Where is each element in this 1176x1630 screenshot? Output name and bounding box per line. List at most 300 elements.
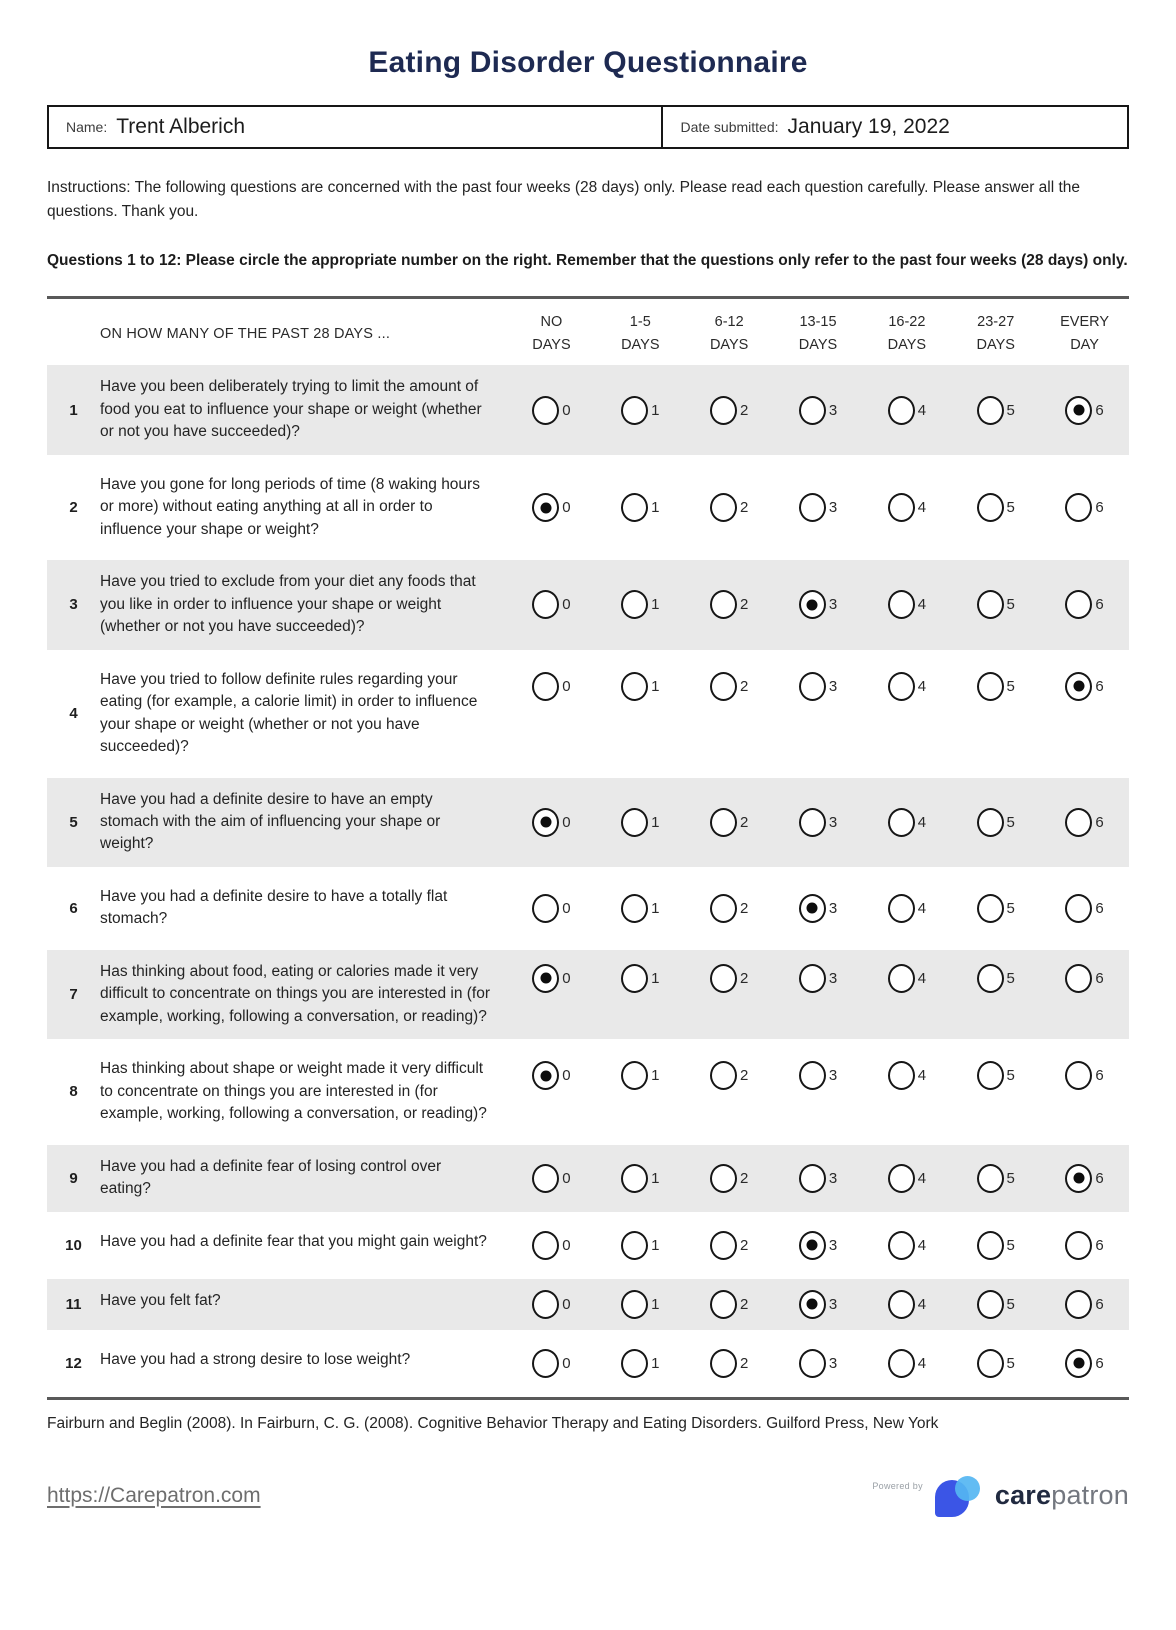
radio-selected-icon[interactable] bbox=[799, 1290, 826, 1319]
date-submitted-field[interactable] bbox=[663, 107, 1127, 147]
option-value-label: 2 bbox=[739, 677, 749, 695]
radio-icon[interactable] bbox=[888, 493, 915, 522]
radio-option-q9-1[interactable] bbox=[596, 1164, 685, 1193]
option-value-label: 0 bbox=[562, 499, 571, 517]
question-text: Have you had a strong desire to lose weight? bbox=[100, 1350, 411, 1368]
answer-options bbox=[507, 789, 1129, 856]
brand-wordmark bbox=[995, 1480, 1129, 1511]
option-value-label: 5 bbox=[1006, 1236, 1015, 1254]
radio-icon[interactable] bbox=[532, 1349, 559, 1378]
radio-icon[interactable] bbox=[799, 1061, 826, 1090]
option-value-label: 4 bbox=[917, 596, 927, 614]
option-value-label: 5 bbox=[1006, 1067, 1015, 1085]
footer-bar bbox=[47, 1473, 1129, 1519]
radio-icon[interactable] bbox=[977, 590, 1004, 619]
brand-care-text: care bbox=[994, 1480, 1052, 1511]
radio-icon[interactable] bbox=[888, 1231, 915, 1260]
radio-icon[interactable] bbox=[799, 493, 826, 522]
radio-icon[interactable] bbox=[977, 894, 1004, 923]
option-value-label: 2 bbox=[739, 1236, 749, 1254]
radio-icon[interactable] bbox=[621, 1061, 648, 1090]
radio-option-q10-4[interactable] bbox=[862, 1231, 951, 1260]
radio-icon[interactable] bbox=[621, 808, 648, 837]
table-row-header: ON HOW MANY OF THE PAST 28 DAYS ... bbox=[100, 326, 391, 343]
question-text: Has thinking about shape or weight made it very difficult to concentrate on things you are interested in (for example, working, following a conversation, or reading)? bbox=[100, 1060, 487, 1123]
radio-icon[interactable] bbox=[710, 1290, 737, 1319]
question-number: 8 bbox=[69, 1083, 78, 1101]
option-value-label: 1 bbox=[651, 677, 660, 695]
option-value-label: 3 bbox=[828, 899, 838, 917]
radio-icon[interactable] bbox=[888, 808, 915, 837]
radio-option-q12-0[interactable] bbox=[507, 1349, 596, 1378]
option-value-label: 2 bbox=[739, 1169, 749, 1187]
option-value-label: 1 bbox=[651, 596, 660, 614]
radio-selected-icon[interactable] bbox=[799, 1231, 826, 1260]
radio-option-q8-6[interactable] bbox=[1040, 1061, 1129, 1090]
questions-table bbox=[47, 296, 1129, 1400]
option-value-label: 0 bbox=[562, 1067, 571, 1085]
radio-option-q9-3[interactable] bbox=[774, 1164, 863, 1193]
radio-icon[interactable] bbox=[977, 1231, 1004, 1260]
radio-option-q7-2[interactable] bbox=[685, 964, 774, 993]
radio-icon[interactable] bbox=[799, 808, 826, 837]
question-row-3 bbox=[47, 560, 1129, 649]
patient-info-box bbox=[47, 105, 1129, 149]
radio-icon[interactable] bbox=[888, 396, 915, 425]
carepatron-link[interactable]: https://Carepatron.com bbox=[47, 1483, 261, 1507]
question-number: 1 bbox=[69, 401, 78, 419]
option-value-label: 1 bbox=[651, 1169, 660, 1187]
radio-option-q3-0[interactable] bbox=[507, 590, 596, 619]
radio-option-q4-6[interactable] bbox=[1040, 672, 1129, 701]
option-value-label: 4 bbox=[917, 1236, 927, 1254]
radio-icon[interactable] bbox=[977, 1164, 1004, 1193]
radio-icon[interactable] bbox=[799, 1164, 826, 1193]
radio-icon[interactable] bbox=[532, 1231, 559, 1260]
radio-option-q7-5[interactable] bbox=[951, 964, 1040, 993]
question-row-2 bbox=[47, 455, 1129, 560]
radio-option-q12-6[interactable] bbox=[1040, 1349, 1129, 1378]
brand-block bbox=[872, 1473, 1129, 1519]
radio-option-q4-4[interactable] bbox=[862, 672, 951, 701]
radio-icon[interactable] bbox=[532, 1164, 559, 1193]
radio-option-q12-1[interactable] bbox=[596, 1349, 685, 1378]
radio-option-q5-5[interactable] bbox=[951, 808, 1040, 837]
radio-option-q10-0[interactable] bbox=[507, 1231, 596, 1260]
radio-option-q1-5[interactable] bbox=[951, 396, 1040, 425]
column-header-4: 16-22 DAYS bbox=[887, 314, 927, 354]
radio-icon[interactable] bbox=[1065, 1061, 1092, 1090]
answer-options bbox=[507, 1058, 1129, 1125]
answer-options bbox=[507, 1231, 1129, 1260]
option-value-label: 0 bbox=[562, 899, 571, 917]
radio-option-q2-6[interactable] bbox=[1040, 493, 1129, 522]
radio-selected-icon[interactable] bbox=[1065, 396, 1092, 425]
answer-options bbox=[507, 376, 1129, 443]
radio-option-q7-1[interactable] bbox=[596, 964, 685, 993]
option-value-label: 6 bbox=[1095, 1295, 1104, 1313]
radio-selected-icon[interactable] bbox=[1065, 672, 1092, 701]
option-value-label: 5 bbox=[1006, 596, 1015, 614]
option-value-label: 4 bbox=[917, 499, 927, 517]
option-value-label: 6 bbox=[1095, 1236, 1104, 1254]
radio-option-q2-0[interactable] bbox=[507, 493, 596, 522]
radio-option-q8-5[interactable] bbox=[951, 1061, 1040, 1090]
radio-selected-icon[interactable] bbox=[532, 493, 559, 522]
radio-icon[interactable] bbox=[1065, 964, 1092, 993]
radio-option-q10-3[interactable] bbox=[774, 1231, 863, 1260]
column-headers bbox=[507, 311, 1129, 357]
option-value-label: 5 bbox=[1006, 499, 1015, 517]
radio-option-q3-4[interactable] bbox=[862, 590, 951, 619]
radio-icon[interactable] bbox=[977, 1290, 1004, 1319]
name-field[interactable] bbox=[49, 107, 663, 147]
radio-icon[interactable] bbox=[710, 493, 737, 522]
radio-icon[interactable] bbox=[710, 672, 737, 701]
radio-option-q4-3[interactable] bbox=[774, 672, 863, 701]
radio-icon[interactable] bbox=[977, 808, 1004, 837]
option-value-label: 5 bbox=[1006, 899, 1015, 917]
radio-option-q10-2[interactable] bbox=[685, 1231, 774, 1260]
radio-icon[interactable] bbox=[710, 1231, 737, 1260]
radio-icon[interactable] bbox=[532, 894, 559, 923]
question-row-10 bbox=[47, 1212, 1129, 1279]
radio-icon[interactable] bbox=[888, 1164, 915, 1193]
column-header-3: 13-15 DAYS bbox=[798, 314, 838, 354]
radio-option-q9-2[interactable] bbox=[685, 1164, 774, 1193]
radio-option-q9-0[interactable] bbox=[507, 1164, 596, 1193]
radio-option-q8-4[interactable] bbox=[862, 1061, 951, 1090]
radio-option-q4-1[interactable] bbox=[596, 672, 685, 701]
radio-selected-icon[interactable] bbox=[1065, 1164, 1092, 1193]
radio-icon[interactable] bbox=[621, 894, 648, 923]
radio-option-q1-3[interactable] bbox=[774, 396, 863, 425]
option-value-label: 1 bbox=[651, 401, 660, 419]
question-row-5 bbox=[47, 778, 1129, 867]
radio-icon[interactable] bbox=[710, 1349, 737, 1378]
radio-icon[interactable] bbox=[621, 493, 648, 522]
answer-options bbox=[507, 961, 1129, 1028]
radio-icon[interactable] bbox=[1065, 590, 1092, 619]
radio-option-q9-6[interactable] bbox=[1040, 1164, 1129, 1193]
answer-options bbox=[507, 571, 1129, 638]
radio-icon[interactable] bbox=[799, 1349, 826, 1378]
radio-icon[interactable] bbox=[799, 964, 826, 993]
radio-option-q11-6[interactable] bbox=[1040, 1290, 1129, 1319]
answer-options bbox=[507, 1156, 1129, 1201]
radio-icon[interactable] bbox=[621, 1290, 648, 1319]
name-label: Name: bbox=[66, 119, 108, 135]
option-value-label: 5 bbox=[1006, 677, 1015, 695]
radio-option-q10-1[interactable] bbox=[596, 1231, 685, 1260]
radio-option-q2-3[interactable] bbox=[774, 493, 863, 522]
option-value-label: 1 bbox=[651, 899, 660, 917]
option-value-label: 0 bbox=[562, 1236, 571, 1254]
table-header-row bbox=[47, 299, 1129, 365]
option-value-label: 1 bbox=[651, 1354, 660, 1372]
radio-icon[interactable] bbox=[621, 1349, 648, 1378]
radio-option-q6-6[interactable] bbox=[1040, 894, 1129, 923]
radio-icon[interactable] bbox=[710, 396, 737, 425]
radio-option-q6-5[interactable] bbox=[951, 894, 1040, 923]
option-value-label: 3 bbox=[828, 813, 838, 831]
option-value-label: 4 bbox=[917, 1295, 927, 1313]
radio-option-q4-5[interactable] bbox=[951, 672, 1040, 701]
radio-icon[interactable] bbox=[1065, 1290, 1092, 1319]
question-number: 10 bbox=[65, 1236, 82, 1254]
option-value-label: 0 bbox=[562, 596, 571, 614]
radio-option-q11-4[interactable] bbox=[862, 1290, 951, 1319]
radio-option-q2-2[interactable] bbox=[685, 493, 774, 522]
question-text: Have you gone for long periods of time (8 waking hours or more) without eating anything at all in order to influence your shape or weight? bbox=[100, 475, 480, 538]
radio-option-q5-1[interactable] bbox=[596, 808, 685, 837]
question-row-12 bbox=[47, 1330, 1129, 1397]
radio-selected-icon[interactable] bbox=[532, 1061, 559, 1090]
radio-icon[interactable] bbox=[1065, 1231, 1092, 1260]
question-row-4 bbox=[47, 650, 1129, 778]
question-rows bbox=[47, 365, 1129, 1396]
radio-icon[interactable] bbox=[621, 672, 648, 701]
instructions-text: Instructions: The following questions are concerned with the past four weeks (28 days) only. Please read each question carefully. Please answer all the questions. Thank you. bbox=[47, 179, 1081, 221]
radio-option-q8-3[interactable] bbox=[774, 1061, 863, 1090]
radio-icon[interactable] bbox=[977, 1061, 1004, 1090]
option-value-label: 1 bbox=[651, 1067, 660, 1085]
carepatron-logo-icon bbox=[935, 1473, 983, 1519]
radio-icon[interactable] bbox=[532, 672, 559, 701]
option-value-label: 0 bbox=[562, 969, 571, 987]
question-number: 11 bbox=[65, 1295, 82, 1313]
radio-icon[interactable] bbox=[888, 1349, 915, 1378]
column-header-5: 23-27 DAYS bbox=[976, 314, 1015, 354]
option-value-label: 4 bbox=[917, 677, 927, 695]
radio-option-q8-0[interactable] bbox=[507, 1061, 596, 1090]
radio-option-q1-0[interactable] bbox=[507, 396, 596, 425]
option-value-label: 0 bbox=[562, 401, 571, 419]
question-row-11 bbox=[47, 1279, 1129, 1330]
radio-icon[interactable] bbox=[977, 672, 1004, 701]
radio-option-q6-0[interactable] bbox=[507, 894, 596, 923]
radio-icon[interactable] bbox=[888, 590, 915, 619]
option-value-label: 6 bbox=[1095, 899, 1104, 917]
radio-selected-icon[interactable] bbox=[532, 964, 559, 993]
radio-icon[interactable] bbox=[621, 964, 648, 993]
option-value-label: 5 bbox=[1006, 401, 1015, 419]
option-value-label: 2 bbox=[739, 596, 749, 614]
option-value-label: 1 bbox=[651, 499, 660, 517]
option-value-label: 6 bbox=[1095, 499, 1104, 517]
option-value-label: 4 bbox=[917, 1354, 927, 1372]
radio-option-q2-1[interactable] bbox=[596, 493, 685, 522]
question-row-8 bbox=[47, 1039, 1129, 1144]
option-value-label: 0 bbox=[562, 1295, 571, 1313]
option-value-label: 2 bbox=[739, 401, 749, 419]
radio-option-q1-6[interactable] bbox=[1040, 396, 1129, 425]
radio-icon[interactable] bbox=[977, 396, 1004, 425]
radio-icon[interactable] bbox=[1065, 808, 1092, 837]
radio-option-q3-3[interactable] bbox=[774, 590, 863, 619]
radio-option-q6-3[interactable] bbox=[774, 894, 863, 923]
question-number: 7 bbox=[69, 986, 78, 1004]
radio-option-q6-1[interactable] bbox=[596, 894, 685, 923]
option-value-label: 0 bbox=[562, 1354, 571, 1372]
question-text: Have you had a definite fear of losing control over eating? bbox=[100, 1157, 442, 1198]
radio-icon[interactable] bbox=[888, 1290, 915, 1319]
radio-icon[interactable] bbox=[710, 590, 737, 619]
option-value-label: 1 bbox=[651, 813, 660, 831]
option-value-label: 2 bbox=[739, 499, 749, 517]
radio-option-q5-0[interactable] bbox=[507, 808, 596, 837]
radio-selected-icon[interactable] bbox=[532, 808, 559, 837]
option-value-label: 5 bbox=[1006, 1295, 1015, 1313]
option-value-label: 1 bbox=[651, 969, 660, 987]
question-text: Have you tried to follow definite rules regarding your eating (for example, a calorie limit) in order to influence your shape or weight (whether or not you have succeeded)? bbox=[100, 670, 478, 756]
radio-icon[interactable] bbox=[532, 1290, 559, 1319]
radio-option-q6-4[interactable] bbox=[862, 894, 951, 923]
radio-option-q11-0[interactable] bbox=[507, 1290, 596, 1319]
page-title: Eating Disorder Questionnaire bbox=[368, 46, 808, 79]
radio-option-q5-2[interactable] bbox=[685, 808, 774, 837]
radio-icon[interactable] bbox=[888, 894, 915, 923]
question-number: 6 bbox=[69, 899, 78, 917]
powered-by-label: Powered by bbox=[872, 1480, 923, 1491]
option-value-label: 3 bbox=[828, 1236, 838, 1254]
radio-option-q12-4[interactable] bbox=[862, 1349, 951, 1378]
option-value-label: 1 bbox=[651, 1236, 660, 1254]
option-value-label: 2 bbox=[739, 1354, 749, 1372]
option-value-label: 0 bbox=[562, 1169, 571, 1187]
radio-icon[interactable] bbox=[977, 493, 1004, 522]
radio-option-q7-6[interactable] bbox=[1040, 964, 1129, 993]
radio-icon[interactable] bbox=[710, 964, 737, 993]
radio-icon[interactable] bbox=[888, 964, 915, 993]
radio-option-q3-6[interactable] bbox=[1040, 590, 1129, 619]
option-value-label: 1 bbox=[651, 1295, 660, 1313]
radio-icon[interactable] bbox=[888, 1061, 915, 1090]
radio-option-q7-3[interactable] bbox=[774, 964, 863, 993]
radio-selected-icon[interactable] bbox=[1065, 1349, 1092, 1378]
radio-option-q12-5[interactable] bbox=[951, 1349, 1040, 1378]
radio-option-q5-4[interactable] bbox=[862, 808, 951, 837]
radio-option-q2-5[interactable] bbox=[951, 493, 1040, 522]
radio-option-q11-3[interactable] bbox=[774, 1290, 863, 1319]
radio-icon[interactable] bbox=[621, 1164, 648, 1193]
option-value-label: 6 bbox=[1095, 813, 1104, 831]
radio-option-q11-2[interactable] bbox=[685, 1290, 774, 1319]
option-value-label: 4 bbox=[917, 813, 927, 831]
option-value-label: 6 bbox=[1095, 596, 1104, 614]
radio-icon[interactable] bbox=[532, 590, 559, 619]
answer-options bbox=[507, 886, 1129, 931]
radio-icon[interactable] bbox=[977, 1349, 1004, 1378]
radio-option-q12-3[interactable] bbox=[774, 1349, 863, 1378]
question-number: 5 bbox=[69, 813, 78, 831]
radio-icon[interactable] bbox=[621, 590, 648, 619]
radio-option-q6-2[interactable] bbox=[685, 894, 774, 923]
option-value-label: 4 bbox=[917, 969, 927, 987]
name-value[interactable]: Trent Alberich bbox=[116, 115, 246, 138]
radio-option-q3-5[interactable] bbox=[951, 590, 1040, 619]
radio-option-q11-5[interactable] bbox=[951, 1290, 1040, 1319]
date-submitted-value[interactable]: January 19, 2022 bbox=[787, 115, 950, 138]
radio-icon[interactable] bbox=[532, 396, 559, 425]
date-submitted-label: Date submitted: bbox=[680, 119, 779, 135]
option-value-label: 5 bbox=[1006, 969, 1015, 987]
option-value-label: 3 bbox=[828, 1067, 838, 1085]
option-value-label: 2 bbox=[739, 969, 749, 987]
radio-icon[interactable] bbox=[1065, 894, 1092, 923]
option-value-label: 6 bbox=[1095, 1169, 1104, 1187]
radio-option-q1-2[interactable] bbox=[685, 396, 774, 425]
citation-text: Fairburn and Beglin (2008). In Fairburn, C. G. (2008). Cognitive Behavior Therapy and Eating Disorders. Guilford Press, New York bbox=[47, 1414, 939, 1432]
radio-icon[interactable] bbox=[888, 672, 915, 701]
answer-options bbox=[507, 474, 1129, 541]
option-value-label: 2 bbox=[739, 1067, 749, 1085]
radio-option-q3-2[interactable] bbox=[685, 590, 774, 619]
radio-icon[interactable] bbox=[710, 894, 737, 923]
option-value-label: 0 bbox=[562, 813, 571, 831]
option-value-label: 3 bbox=[828, 596, 838, 614]
radio-icon[interactable] bbox=[621, 1231, 648, 1260]
radio-option-q11-1[interactable] bbox=[596, 1290, 685, 1319]
radio-icon[interactable] bbox=[799, 672, 826, 701]
option-value-label: 3 bbox=[828, 969, 838, 987]
option-value-label: 3 bbox=[828, 1295, 838, 1313]
radio-selected-icon[interactable] bbox=[799, 590, 826, 619]
option-value-label: 5 bbox=[1006, 1169, 1015, 1187]
radio-option-q7-0[interactable] bbox=[507, 964, 596, 993]
option-value-label: 5 bbox=[1006, 813, 1015, 831]
radio-option-q12-2[interactable] bbox=[685, 1349, 774, 1378]
question-number: 2 bbox=[69, 499, 78, 517]
radio-option-q1-4[interactable] bbox=[862, 396, 951, 425]
radio-icon[interactable] bbox=[799, 396, 826, 425]
option-value-label: 4 bbox=[917, 899, 927, 917]
option-value-label: 2 bbox=[739, 813, 749, 831]
radio-option-q5-3[interactable] bbox=[774, 808, 863, 837]
option-value-label: 6 bbox=[1095, 401, 1104, 419]
radio-option-q3-1[interactable] bbox=[596, 590, 685, 619]
radio-option-q2-4[interactable] bbox=[862, 493, 951, 522]
option-value-label: 3 bbox=[828, 677, 838, 695]
radio-option-q9-4[interactable] bbox=[862, 1164, 951, 1193]
radio-option-q8-2[interactable] bbox=[685, 1061, 774, 1090]
answer-options bbox=[507, 1349, 1129, 1378]
column-header-0: NO DAYS bbox=[532, 314, 571, 354]
radio-icon[interactable] bbox=[710, 1061, 737, 1090]
answer-options bbox=[507, 669, 1129, 759]
radio-icon[interactable] bbox=[1065, 493, 1092, 522]
radio-option-q5-6[interactable] bbox=[1040, 808, 1129, 837]
radio-selected-icon[interactable] bbox=[799, 894, 826, 923]
question-row-7 bbox=[47, 950, 1129, 1039]
question-text: Have you felt fat? bbox=[100, 1291, 221, 1309]
radio-option-q10-5[interactable] bbox=[951, 1231, 1040, 1260]
question-number: 12 bbox=[65, 1354, 82, 1372]
radio-icon[interactable] bbox=[977, 964, 1004, 993]
radio-option-q4-0[interactable] bbox=[507, 672, 596, 701]
radio-icon[interactable] bbox=[621, 396, 648, 425]
option-value-label: 3 bbox=[828, 401, 838, 419]
radio-icon[interactable] bbox=[710, 808, 737, 837]
radio-option-q9-5[interactable] bbox=[951, 1164, 1040, 1193]
question-number: 4 bbox=[69, 705, 78, 723]
radio-icon[interactable] bbox=[710, 1164, 737, 1193]
radio-option-q8-1[interactable] bbox=[596, 1061, 685, 1090]
radio-option-q10-6[interactable] bbox=[1040, 1231, 1129, 1260]
radio-option-q7-4[interactable] bbox=[862, 964, 951, 993]
radio-option-q4-2[interactable] bbox=[685, 672, 774, 701]
radio-option-q1-1[interactable] bbox=[596, 396, 685, 425]
